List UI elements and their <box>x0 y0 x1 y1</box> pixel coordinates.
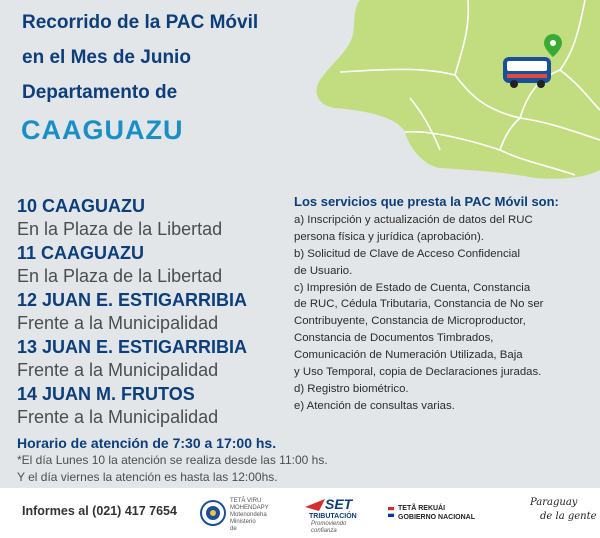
service-line: de RUC, Cédula Tributaria, Constancia de No ser <box>294 298 544 311</box>
service-line: c) Impresión de Estado de Cuenta, Constancia <box>294 281 531 294</box>
schedule-place: Frente a la Municipalidad <box>17 313 219 333</box>
ministry-logo <box>200 498 269 532</box>
title-line-2: en el Mes de Junio <box>22 47 191 68</box>
map-land <box>316 0 600 179</box>
note-line: *El día Lunes 10 la atención se realiza desde las 11:00 hs. <box>17 453 328 467</box>
schedule-place: En la Plaza de la Libertad <box>17 266 223 286</box>
title-line-1: Recorrido de la PAC Móvil <box>22 12 259 33</box>
ministry-text: MOHENDAPY <box>230 505 269 511</box>
footer <box>0 488 600 538</box>
flag-icon <box>388 507 394 517</box>
schedule-list <box>17 194 292 429</box>
service-line: persona física y jurídica (aprobación). <box>294 230 484 243</box>
opening-hours: Horario de atención de 7:30 a 17:00 hs. <box>17 435 277 451</box>
service-line: e) Atención de consultas varias. <box>294 399 455 412</box>
slogan-line-1: Paraguay <box>530 497 578 508</box>
service-line: Contribuyente, Constancia de Microproductor, <box>294 315 526 328</box>
schedule-location: 12 JUAN E. ESTIGARRIBIA <box>17 290 248 310</box>
services-heading: Los servicios que presta la PAC Móvil son: <box>294 194 559 209</box>
ministry-text: Ministerio de <box>230 519 256 532</box>
set-tagline: Promoviendo confianza <box>311 521 347 534</box>
note-line: Y el día viernes la atención es hasta las 12:00hs. <box>17 470 278 484</box>
service-line: d) Registro biométrico. <box>294 382 409 395</box>
set-subtitle: TRIBUTACIÓN <box>309 513 357 520</box>
service-line: y Uso Temporal, copia de Declaraciones juradas. <box>294 366 542 379</box>
department-name: CAAGUAZU <box>21 115 184 145</box>
schedule-place: Frente a la Municipalidad <box>17 407 219 427</box>
service-line: b) Solicitud de Clave de Acceso Confidencial <box>294 247 521 260</box>
slogan-line-2: de la gente <box>540 511 597 522</box>
schedule-location: 13 JUAN E. ESTIGARRIBIA <box>17 337 248 357</box>
set-logo <box>305 496 365 532</box>
gov-line-2: GOBIERNO NACIONAL <box>398 514 475 521</box>
title-line-3: Departamento de <box>22 82 178 103</box>
service-line: Constancia de Documentos Timbrados, <box>294 332 494 345</box>
government-logo <box>388 505 498 527</box>
set-text: SET <box>325 496 353 512</box>
ministry-seal-icon <box>200 500 226 526</box>
schedule-place: Frente a la Municipalidad <box>17 360 219 380</box>
gov-line-1: TETÃ REKUÁI <box>398 505 446 512</box>
service-line: Comunicación de Numeración Utilizada, Baja <box>294 349 523 362</box>
ministry-text: TETÃ VIRU <box>230 498 262 504</box>
services-list <box>294 194 590 415</box>
schedule-place: En la Plaza de la Libertad <box>17 219 223 239</box>
slogan-logo <box>528 497 597 531</box>
ministry-text: Motenondeha <box>230 512 267 518</box>
set-swoosh-icon <box>305 499 325 511</box>
schedule-location: 10 CAAGUAZU <box>17 196 146 216</box>
schedule-location: 14 JUAN M. FRUTOS <box>17 384 195 404</box>
contact-phone: Informes al (021) 417 7654 <box>22 504 177 518</box>
service-line: a) Inscripción y actualización de datos del RUC <box>294 213 533 226</box>
schedule-location: 11 CAAGUAZU <box>17 243 145 263</box>
service-line: de Usuario. <box>294 264 353 277</box>
